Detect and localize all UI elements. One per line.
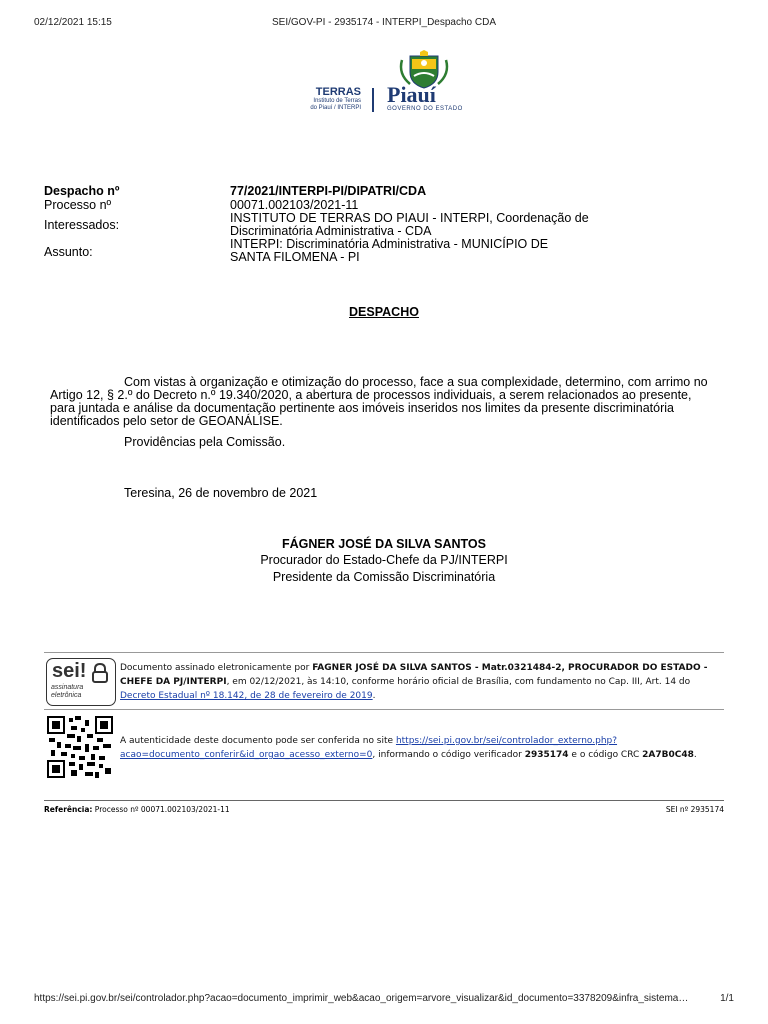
despacho-label: Despacho nº xyxy=(44,184,120,198)
interessados-line2: Discriminatória Administrativa - CDA xyxy=(230,224,432,238)
piaui-logo-name: Piauí xyxy=(387,82,436,107)
sei-number: SEI nº 2935174 xyxy=(665,805,724,814)
crc-code: 2A7B0C48 xyxy=(642,750,694,760)
verification-link-continued[interactable]: acao=documento_conferir&id_orgao_acesso_externo=0 xyxy=(120,750,373,760)
verification-code: 2935174 xyxy=(524,750,569,760)
page-number: 1/1 xyxy=(720,993,734,1004)
seal-line-1: assinatura xyxy=(51,684,84,691)
qr-code-icon xyxy=(47,716,113,778)
divider-middle xyxy=(44,709,724,710)
reference-label: Referência: xyxy=(44,805,93,814)
print-url: https://sei.pi.gov.br/sei/controlador.php?acao=documento_imprimir_web&acao_origem=arvore_visualizar&id_documento=3378209&infra_sistema… xyxy=(34,993,689,1004)
body-line-3: para juntada e análise da documentação pertinente aos imóveis inseridos nos limites da presente discriminatória xyxy=(50,401,674,415)
signature-text: Documento assinado eletronicamente por xyxy=(120,663,313,673)
assunto-line2: SANTA FILOMENA - PI xyxy=(230,250,360,264)
assunto-line1: INTERPI: Discriminatória Administrativa - MUNICÍPIO DE xyxy=(230,237,549,251)
signature-line-3 xyxy=(120,689,376,704)
signatory-name: FÁGNER JOSÉ DA SILVA SANTOS xyxy=(282,537,486,551)
providencias-text: Providências pela Comissão. xyxy=(124,435,286,449)
signature-line-1 xyxy=(120,661,708,676)
signer-department: CHEFE DA PJ/INTERPI xyxy=(120,677,227,687)
processo-value: 00071.002103/2021-11 xyxy=(230,198,359,212)
auth-end: . xyxy=(693,750,697,760)
auth-line-1 xyxy=(120,734,617,749)
piaui-logo xyxy=(387,84,463,112)
interessados-line1: INSTITUTO DE TERRAS DO PIAUI - INTERPI, Coordenação de xyxy=(230,211,589,225)
print-datetime: 02/12/2021 15:15 xyxy=(34,17,112,28)
signer-details: FAGNER JOSÉ DA SILVA SANTOS - Matr.0321484-2, PROCURADOR DO ESTADO - xyxy=(312,663,708,673)
terras-logo-title: TERRAS xyxy=(315,86,361,98)
verification-link[interactable]: https://sei.pi.gov.br/sei/controlador_externo.php? xyxy=(395,736,618,746)
body-line-2: Artigo 12, § 2.º do Decreto n.º 19.340/2020, a abertura de processos individuais, a serem relacionados ao presente, xyxy=(50,388,692,402)
assunto-label: Assunto: xyxy=(44,245,93,259)
despacho-value: 77/2021/INTERPI-PI/DIPATRI/CDA xyxy=(230,184,427,198)
auth-crc-text: e o código CRC xyxy=(568,750,643,760)
signatory-role-2: Presidente da Comissão Discriminatória xyxy=(272,570,496,584)
seal-line-2: eletrônica xyxy=(51,692,82,699)
decree-link[interactable]: Decreto Estadual nº 18.142, de 28 de fevereiro de 2019 xyxy=(120,691,373,701)
divider-bottom xyxy=(44,800,724,801)
seal-title: sei! xyxy=(52,660,87,682)
terras-logo-line1: Instituto de Terras xyxy=(313,98,361,104)
lock-icon xyxy=(91,663,109,683)
document-title: DESPACHO xyxy=(349,305,419,319)
terras-logo xyxy=(297,86,361,112)
body-line-1: Com vistas à organização e otimização do processo, face a sua complexidade, determino, com arrimo no xyxy=(124,375,708,389)
auth-code-text: , informando o código verificador xyxy=(372,750,525,760)
print-title: SEI/GOV-PI - 2935174 - INTERPI_Despacho CDA xyxy=(272,17,496,28)
signature-line-2 xyxy=(120,675,690,690)
divider-top xyxy=(44,652,724,653)
reference-value: Processo nº 00071.002103/2021-11 xyxy=(92,805,230,814)
place-date: Teresina, 26 de novembro de 2021 xyxy=(124,486,318,500)
logo-separator xyxy=(372,88,374,112)
piaui-logo-sub: GOVERNO DO ESTADO xyxy=(387,106,463,112)
interessados-label: Interessados: xyxy=(44,218,120,232)
body-line-4: identificados pelo setor de GEOANÁLISE. xyxy=(50,414,283,428)
processo-label: Processo nº xyxy=(44,198,112,212)
auth-line-2 xyxy=(120,748,697,763)
terras-logo-line2: do Piauí / INTERPI xyxy=(310,105,361,111)
signatory-role-1: Procurador do Estado-Chefe da PJ/INTERPI xyxy=(260,553,508,567)
sei-seal xyxy=(46,658,116,706)
reference xyxy=(44,805,230,814)
auth-text: A autenticidade deste documento pode ser conferida no site xyxy=(120,736,396,746)
signature-end: . xyxy=(372,691,376,701)
signature-date-text: , em 02/12/2021, às 14:10, conforme horário oficial de Brasília, com fundamento no Cap. III, Art. 14 do xyxy=(226,677,691,687)
